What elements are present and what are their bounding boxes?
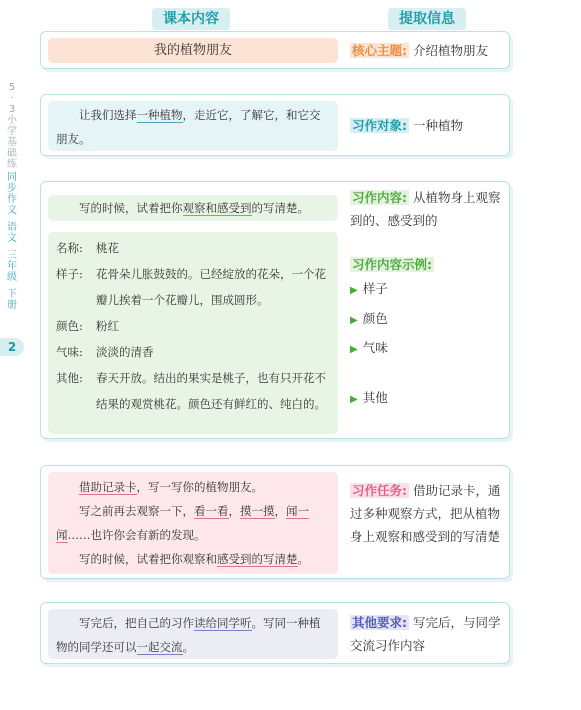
sidebar-char: 语 <box>7 222 17 233</box>
sidebar-char: 级 <box>7 272 17 283</box>
underlined-text: 摸一摸 <box>240 504 275 518</box>
sidebar-char: 小 <box>7 115 17 126</box>
section-task <box>40 465 510 579</box>
text-segment: 写的时候，试着把你 <box>79 201 183 215</box>
record-row <box>56 339 330 365</box>
other-value: 写完后，与同学交流习作内容 <box>350 615 501 653</box>
text-segment: ……也许你会有新的发现。 <box>67 528 206 542</box>
object-value: 一种植物 <box>412 118 463 133</box>
tag-object: 习作对象: <box>352 118 407 133</box>
text-segment: ，走近它，了解它，和它交朋友。 <box>56 108 321 146</box>
sidebar-char: 练 <box>7 159 17 170</box>
sidebar-char: 学 <box>7 126 17 137</box>
record-row <box>56 261 330 313</box>
example-item <box>350 307 388 332</box>
page-number: 2 <box>0 338 24 356</box>
tag-content-example: 习作内容示例: <box>352 257 432 272</box>
extract-theme <box>350 39 508 62</box>
record-value: 春天开放。结出的果实是桃子，也有只开花不结果的观赏桃花。颜色还有鲜红的、纯白的。 <box>96 371 326 411</box>
sidebar-char: 基 <box>7 137 17 148</box>
sidebar-char: 册 <box>7 300 17 311</box>
text-segment: 让我们选择 <box>79 108 137 122</box>
sidebar-char: 础 <box>7 148 17 159</box>
underlined-text: 读给同学听 <box>194 616 252 630</box>
text-segment: 。写同一种植物的同学还可以 <box>56 616 321 654</box>
example-label: 样子 <box>362 281 388 296</box>
example-item <box>350 277 388 302</box>
underlined-text: 一种植物 <box>136 108 183 122</box>
text-segment: 。 <box>182 640 194 654</box>
record-label: 样子: <box>56 267 83 281</box>
sidebar-char: 3 <box>8 104 16 115</box>
textbook-title: 我的植物朋友 <box>48 38 338 63</box>
extract-content-example <box>350 253 508 276</box>
underlined-text: 感受到的写清楚 <box>217 552 298 566</box>
record-row <box>56 313 330 339</box>
sidebar-char: 同 <box>7 172 17 183</box>
sidebar-char: 下 <box>7 289 17 300</box>
underlined-text: 观察和感受到 <box>182 201 252 215</box>
section-other <box>40 602 510 664</box>
column-header-extract: 提取信息 <box>388 8 466 30</box>
underlined-text: 一起交流 <box>136 640 183 654</box>
triangle-bullet-icon: ▶ <box>350 315 358 326</box>
triangle-bullet-icon: ▶ <box>350 344 358 355</box>
triangle-bullet-icon: ▶ <box>350 285 358 296</box>
tag-core-theme: 核心主题: <box>352 43 407 58</box>
sidebar-char: 5 <box>8 82 16 93</box>
record-label: 颜色: <box>56 319 83 333</box>
example-label: 其他 <box>362 390 388 405</box>
record-value: 粉红 <box>96 319 119 333</box>
tag-other: 其他要求: <box>352 615 407 630</box>
column-header-textbook: 课本内容 <box>152 8 230 30</box>
section-object <box>40 94 510 156</box>
record-value: 桃花 <box>96 241 119 255</box>
record-label: 名称: <box>56 241 83 255</box>
example-label: 气味 <box>362 340 388 355</box>
text-segment: ， <box>228 504 240 518</box>
text-segment: 写完后，把自己的习作 <box>79 616 194 630</box>
sidebar-char: · <box>10 93 14 104</box>
textbook-content-intro <box>48 195 338 221</box>
text-segment: 的写清楚。 <box>251 201 309 215</box>
sidebar-char: 年 <box>7 261 17 272</box>
sidebar-book-title <box>2 172 22 311</box>
record-value: 淡淡的清香 <box>96 345 154 359</box>
core-theme-value: 介绍植物朋友 <box>412 43 488 58</box>
extract-content <box>350 186 508 232</box>
tag-task: 习作任务: <box>352 483 407 498</box>
sidebar-char: 作 <box>7 194 17 205</box>
text-segment: 。 <box>297 552 309 566</box>
record-card <box>48 232 338 434</box>
text-segment: ， <box>274 504 286 518</box>
text-segment: 写之前再去观察一下， <box>79 504 194 518</box>
sidebar-char: 步 <box>7 183 17 194</box>
sidebar-char: 文 <box>7 233 17 244</box>
sidebar-char: 文 <box>7 205 17 216</box>
tag-content: 习作内容: <box>352 190 407 205</box>
task-value: 借助记录卡，通过多种观察方式，把从植物身上观察和感受到的写清楚 <box>350 483 501 544</box>
extract-task <box>350 479 508 548</box>
example-list <box>350 277 508 417</box>
triangle-bullet-icon: ▶ <box>350 394 358 405</box>
record-value: 花骨朵儿胀鼓鼓的。已经绽放的花朵，一个花瓣儿挨着一个花瓣儿，围成圆形。 <box>96 267 326 307</box>
sidebar-char: 三 <box>7 250 17 261</box>
textbook-other-text <box>48 609 338 659</box>
content-value: 从植物身上观察到的、感受到的 <box>350 190 501 228</box>
example-item <box>350 386 388 411</box>
text-segment: ，写一写你的植物朋友。 <box>136 480 263 494</box>
example-label: 颜色 <box>362 311 388 326</box>
example-item <box>350 336 388 361</box>
section-content <box>40 181 510 439</box>
record-row <box>56 235 330 261</box>
sidebar-series <box>2 82 22 170</box>
extract-object <box>350 114 508 137</box>
underlined-text: 闻一闻 <box>56 504 309 542</box>
record-row <box>56 365 330 417</box>
text-segment: 写的时候，试着把你观察和 <box>79 552 217 566</box>
textbook-task-text <box>48 472 338 574</box>
record-label: 其他: <box>56 371 83 385</box>
record-label: 气味: <box>56 345 83 359</box>
extract-other <box>350 611 508 657</box>
textbook-object-text <box>48 101 338 151</box>
section-theme <box>40 31 510 69</box>
underlined-text: 看一看 <box>194 504 229 518</box>
underlined-text: 借助记录卡 <box>79 480 137 494</box>
